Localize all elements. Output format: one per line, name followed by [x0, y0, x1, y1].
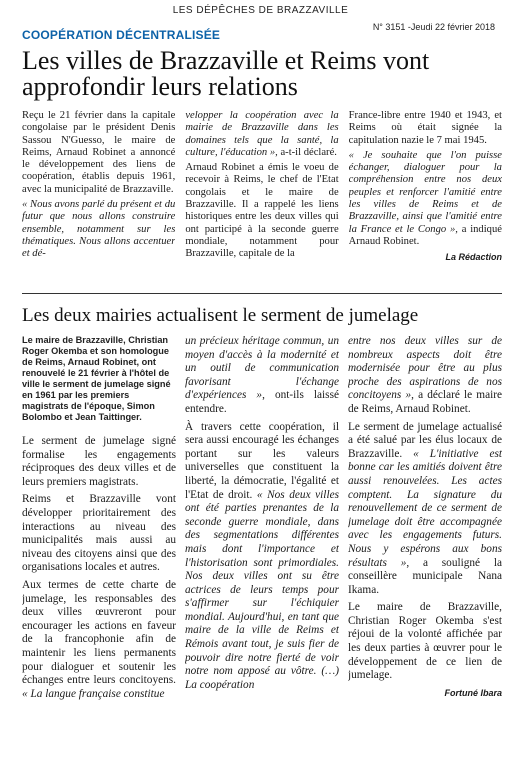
quote-text: velopper la coopération avec la mairie de Brazzaville dans les domaines tels que la santé, la culture, l'éducation » [185, 110, 339, 158]
article-1-column-3 [349, 110, 502, 280]
article-2-column-2 [185, 335, 339, 761]
text: Le serment de jumelage actualisé a été salué par les élus locaux de Brazzaville. [348, 420, 502, 460]
text: , a-t-il déclaré. [275, 146, 337, 158]
text: , a déclaré le maire de Reims, Arnaud Robinet. [348, 389, 502, 415]
paragraph: Le serment de jumelage signé formalise les engagements réciproques des deux villes et de leurs premiers magistrats. [22, 435, 176, 488]
quote-text: « Nos deux villes ont été parties prenantes de la seconde guerre mondiale, dans des segmentations différentes mais dont l'importance et l'historisation sont primordiales. Nos deux villes ont su être actrices de leurs temps pour s'affirmer sur l'échiquier mondial. Aujourd'hui, en tant que maire de la ville de Reims et Rémois avant tout, je suis fier de pouvoir dire notre fierté de voir notre nom apposé au vôtre. (…) La coopération [185, 488, 339, 691]
text: , ont-ils laissé entendre. [185, 389, 339, 415]
paragraph: Arnaud Robinet a émis le voeu de recevoir à Reims, le chef de l'Etat congolais et le maire de Brazzaville. Il a rappelé les liens historiques entre les deux villes qui ont participé à la seconde guerre mondiale, notamment pour Brazzaville, capitale de la [185, 162, 339, 260]
paragraph: Le maire de Brazzaville, Christian Roger Okemba s'est réjoui de la volonté affichée par les deux parties à œuvrer pour le développement de ce lien de jumelage. [348, 601, 502, 682]
text: , a indiqué Arnaud Robinet. [348, 223, 502, 247]
quote-paragraph: « Nous avons parlé du présent et du futur que nous allons construire ensemble, notamment sur les thématiques. Nous allons accentuer et dé- [22, 199, 176, 260]
article-2-body [22, 335, 502, 761]
section-kicker: COOPÉRATION DÉCENTRALISÉE [22, 28, 221, 42]
quote-text: « Je souhaite que l'on puisse échanger, dialoguer pour la compréhension entre nos deux peuples et renforcer l'amitié entre les villes de Reims et de Brazzaville, ainsi que l'amitié entre la France et le Congo » [348, 149, 502, 235]
text: , a souligné la conseillère municipale Nana Ikama. [348, 556, 502, 596]
paragraph [185, 110, 338, 159]
article-1-column-1 [22, 110, 175, 280]
text: Aux termes de cette charte de jumelage, les responsables des deux villes œuvreront pour encourager les actions en faveur de la francophonie afin de maintenir les liens permanents pour dialoguer et soutenir les échanges entre leurs concitoyens. [22, 578, 176, 687]
paragraph: Reims et Brazzaville vont développer prioritairement des interactions au niveau des municipalités mais aussi au niveau des citoyens ainsi que des organisations locales et autres. [22, 493, 176, 574]
article-1-column-2 [185, 110, 338, 280]
paragraph: France-libre entre 1940 et 1943, et Reims où était signée la capitulation nazie le 7 mai 1945. [348, 110, 502, 146]
paragraph [348, 421, 502, 598]
article-1-body [22, 110, 502, 280]
article-2-signature: Fortuné Ibara [444, 687, 502, 698]
paragraph [348, 335, 502, 417]
article-2-column-1 [22, 335, 176, 761]
paragraph: Reçu le 21 février dans la capitale congolaise par le président Denis Sassou N'Guesso, le maire de Reims, Arnaud Robinet a annoncé le développement des liens de coopération, établis depuis 1961, avec la municipalité de Brazzaville. [22, 110, 176, 195]
quote-text: un précieux héritage commun, un moyen d'accès à la modernité et un outil de communication favorisant l'échange d'expériences » [185, 335, 339, 402]
quote-text: « L'initiative est bonne car les amitiés doivent être aussi renouvelées. Les actes comptent. La signature du renouvellement de ce serment de jumelage doit être accompagnée avec les engagements futurs. Nous y espérons aux bons résultats » [348, 447, 502, 569]
quote-text: « La langue française constitue [22, 687, 165, 700]
section-divider [22, 293, 502, 294]
paragraph [185, 421, 339, 693]
quote-text: entre nos deux villes sur de nombreux aspects doit être modernisée pour être au plus proche des aspirations de nos concitoyens » [348, 335, 502, 402]
issue-date: N° 3151 -Jeudi 22 février 2018 [372, 22, 495, 32]
article-2-caption: Le maire de Brazzaville, Christian Roger Okemba et son homologue de Reims, Arnaud Robinet, ont renouvelé le 21 février à l'hôtel de ville le serment de jumelage signé en 1961 par les premiers magistrats de l'époque, Simon Bolombo et Jean Taittinger. [22, 335, 171, 422]
text: À travers cette coopération, il sera aussi encouragé les échanges portant sur les valeurs universelles que constituent la liberté, la démocratie, l'égalité et l'Etat de droit. [185, 420, 339, 501]
article-1-headline: Les villes de Brazzaville et Reims vont approfondir leurs relations [22, 46, 430, 101]
article-1-signature: La Rédaction [445, 252, 502, 263]
article-2-headline: Les deux mairies actualisent le serment de jumelage [22, 305, 419, 326]
paragraph [349, 150, 502, 248]
paragraph [22, 579, 176, 701]
article-2-column-3 [348, 335, 502, 761]
newspaper-masthead: LES DÉPÊCHES DE BRAZZAVILLE [172, 5, 349, 16]
paragraph [185, 335, 339, 417]
